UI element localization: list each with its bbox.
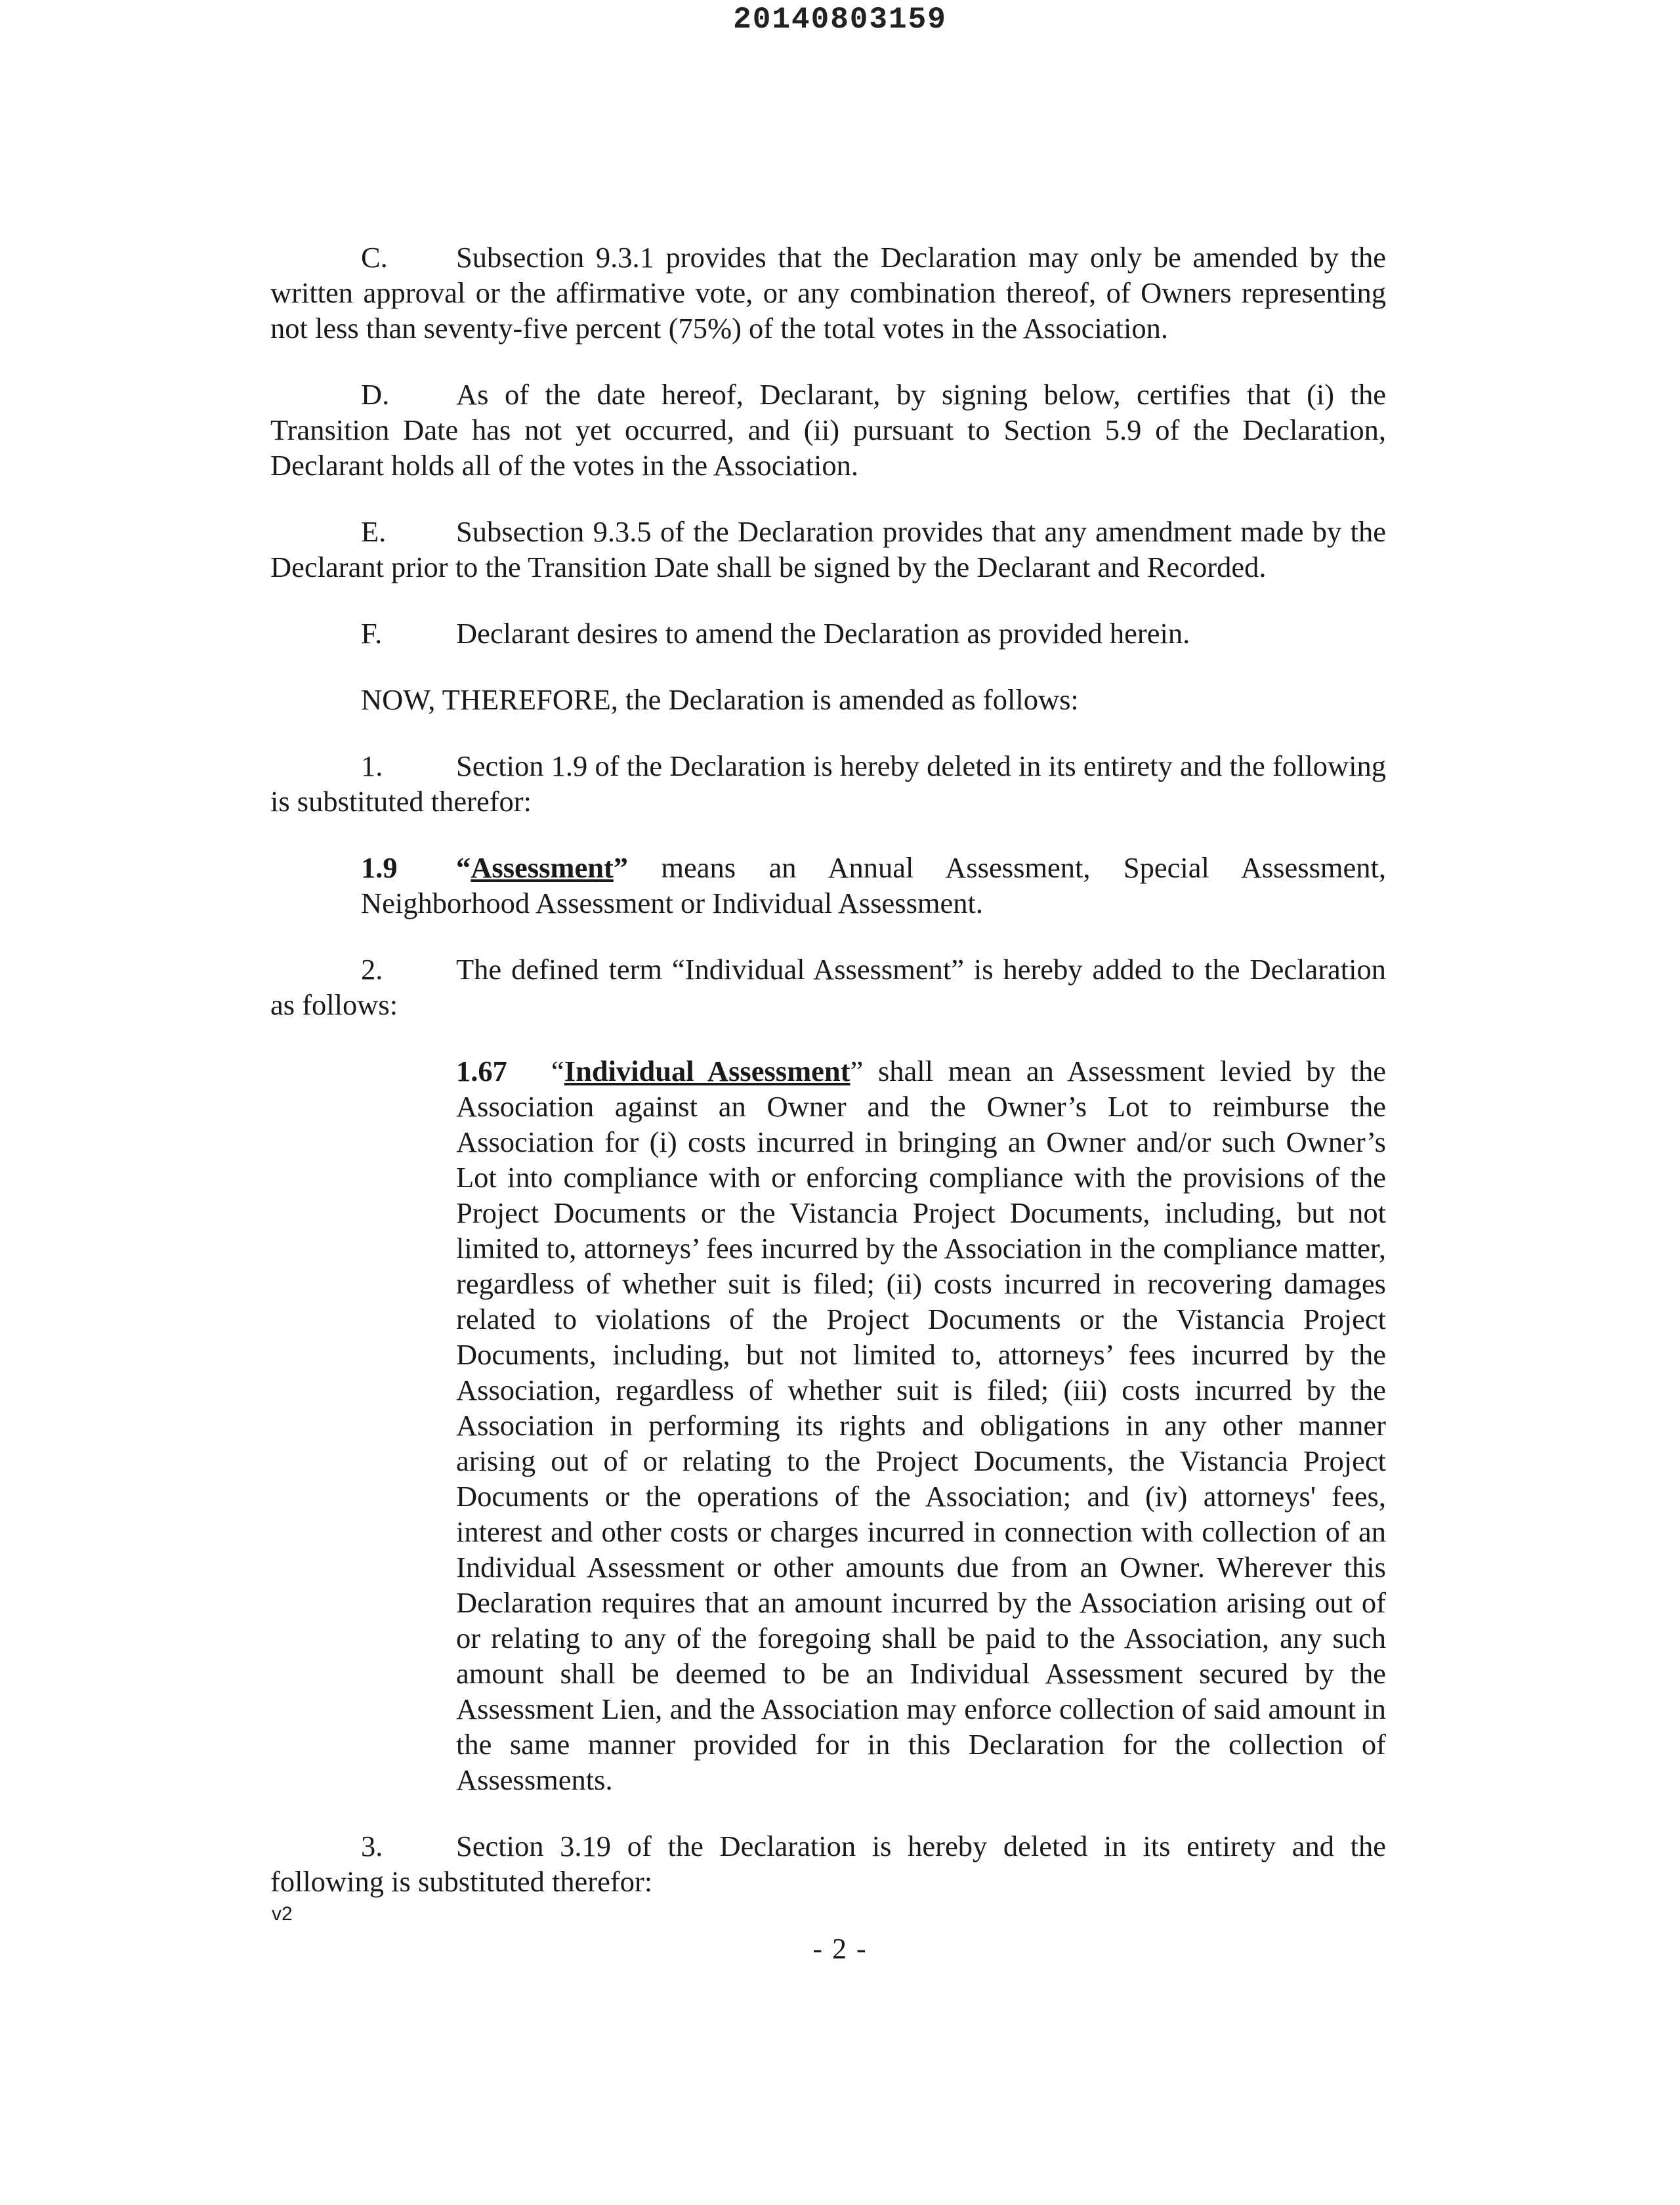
definition-number: 1.67 [456,1055,507,1087]
definition-1-67 [456,1053,1386,1797]
item-text: The defined term “Individual Assessment” is hereby added to the Declaration as follows: [270,953,1386,1021]
recital-e [270,514,1386,585]
definition-number: 1.9 [361,851,398,884]
recital-text: Subsection 9.3.1 provides that the Declaration may only be amended by the written approval or the affirmative vote, or any combination thereof, of Owners representing not less than seventy-five percent (75%) of the total votes in the Association. [270,241,1386,345]
definition-term: Individual Assessment [564,1055,850,1087]
amendment-item-1 [270,748,1386,819]
amendment-item-2 [270,952,1386,1022]
page-number: - 2 - [812,1933,868,1965]
item-text: Section 1.9 of the Declaration is hereby deleted in its entirety and the following is substituted therefor: [270,749,1386,818]
recording-number: 20140803159 [733,3,947,37]
definition-text: shall mean an Assessment levied by the Association against an Owner and the Owner’s Lot to reimburse the Association for (i) costs incurred in bringing an Owner and/or such Owner’s Lot into compliance with or enforcing compliance with the provisions of the Project Documents or the Vistancia Project Documents, including, but not limited to, attorneys’ fees incurred by the Association in the compliance matter, regardless of whether suit is filed; (ii) costs incurred in recovering damages related to violations of the Project Documents or the Vistancia Project Documents, including, but not limited to, attorneys’ fees incurred by the Association, regardless of whether suit is filed; (iii) costs incurred by the Association in performing its rights and obligations in any other manner arising out of or relating to the Project Documents, the Vistancia Project Documents or the operations of the Association; and (iv) attorneys' fees, interest and other costs or charges incurred in connection with collection of an Individual Assessment or other amounts due from an Owner. Wherever this Declaration requires that an amount incurred by the Association arising out of or relating to any of the foregoing shall be paid to the Association, any such amount shall be deemed to be an Individual Assessment secured by the Assessment Lien, and the Association may enforce collection of said amount in the same manner provided for in this Declaration for the collection of Assessments. [456,1055,1386,1796]
now-therefore-text: NOW, THEREFORE, the Declaration is amended as follows: [361,683,1079,716]
definition-1-9 [361,850,1386,921]
definition-close-quote: ” [613,851,629,884]
recital-label: F. [361,617,383,650]
amendment-item-3 [270,1828,1386,1899]
definition-term: Assessment [471,851,614,884]
item-text: Section 3.19 of the Declaration is hereby deleted in its entirety and the following is substituted therefor: [270,1830,1386,1898]
recital-d [270,377,1386,483]
item-label: 2. [361,953,383,986]
recital-text: Declarant desires to amend the Declaration as provided herein. [456,617,1190,650]
recital-label: E. [361,515,387,548]
item-label: 1. [361,749,383,782]
recital-text: Subsection 9.3.5 of the Declaration provides that any amendment made by the Declarant prior to the Transition Date shall be signed by the Declarant and Recorded. [270,515,1386,583]
now-therefore-clause [270,682,1386,717]
item-label: 3. [361,1830,383,1862]
recital-label: C. [361,241,388,274]
recital-c [270,240,1386,346]
recital-label: D. [361,378,390,411]
definition-open-quote: “ [456,851,471,884]
recital-text: As of the date hereof, Declarant, by signing below, certifies that (i) the Transition Date has not yet occurred, and (ii) pursuant to Section 5.9 of the Declaration, Declarant holds all of the votes in the Association. [270,378,1386,482]
recital-f [270,616,1386,651]
document-body [270,240,1386,1930]
definition-close-quote: ” [850,1055,864,1087]
definition-text: means an Annual Assessment, Special Assessment, Neighborhood Assessment or Individual Assessment. [361,851,1386,919]
definition-open-quote: “ [551,1055,564,1087]
version-marker: v2 [272,1903,293,1925]
